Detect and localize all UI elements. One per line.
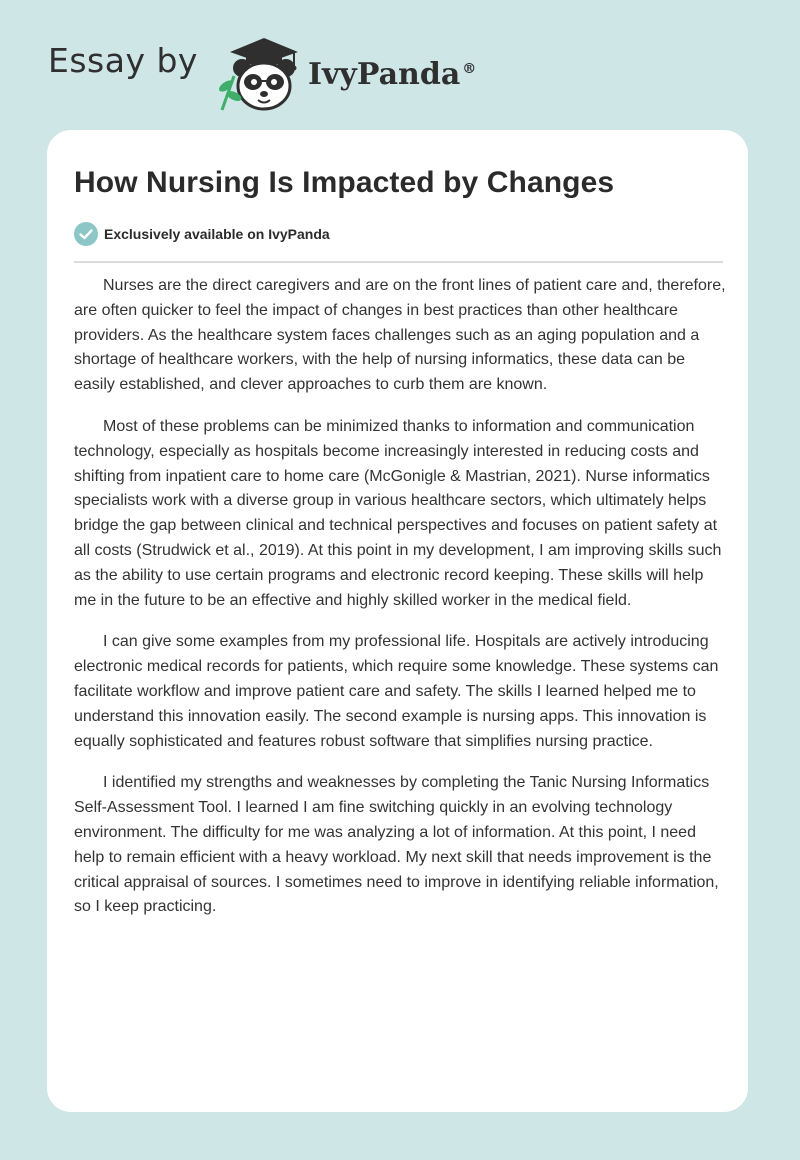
brand-name: IvyPanda ® (307, 56, 477, 92)
brand-logo[interactable] (48, 28, 476, 112)
brand-prefix: Essay by (48, 40, 198, 80)
essay-card (47, 130, 748, 1112)
page-title: How Nursing Is Impacted by Changes (74, 166, 615, 199)
paragraph: Nurses are the direct caregivers and are on the front lines of patient care and, therefore, are often quicker to feel the impact of changes in best practices than other healthcare providers. As the healthcare system faces challenges such as an aging population and a shortage of healthcare workers, with the help of nursing informatics, these data can be easily established, and clever approaches to curb them are known. (74, 277, 726, 394)
panda-mascot-icon (212, 30, 308, 114)
paragraph: Most of these problems can be minimized thanks to information and communication technology, especially as hospitals become increasingly interested in reducing costs and shifting from inpatient care to home care (McGonigle & Mastrian, 2021). Nurse informatics specialists work with a diverse group in various healthcare sectors, which ultimately helps bridge the gap between clinical and technical perspectives and focuses on patient safety at all costs (Strudwick et al., 2019). At this point in my development, I am improving skills such as the ability to use certain programs and electronic record keeping. These skills will help me in the future to be an effective and highly skilled worker in the medical field. (74, 417, 722, 609)
check-circle-icon (74, 222, 98, 246)
exclusive-badge (74, 222, 330, 246)
divider (74, 261, 723, 263)
essay-body (74, 274, 726, 937)
exclusive-label: Exclusively available on IvyPanda (104, 226, 330, 242)
paragraph: I identified my strengths and weaknesses by completing the Tanic Nursing Informatics Self-Assessment Tool. I learned I am fine switching quickly in an evolving technology environment. The difficulty for me was analyzing a lot of information. At this point, I need help to remain efficient with a heavy workload. My next skill that needs improvement is the critical appraisal of sources. I sometimes need to improve in identifying reliable information, so I keep practicing. (74, 774, 719, 916)
paragraph: I can give some examples from my professional life. Hospitals are actively introducing electronic medical records for patients, which require some knowledge. These systems can facilitate workflow and improve patient care and safety. The skills I learned helped me to understand this innovation easily. The second example is nursing apps. This innovation is equally sophisticated and features robust software that simplifies nursing practice. (74, 633, 719, 750)
